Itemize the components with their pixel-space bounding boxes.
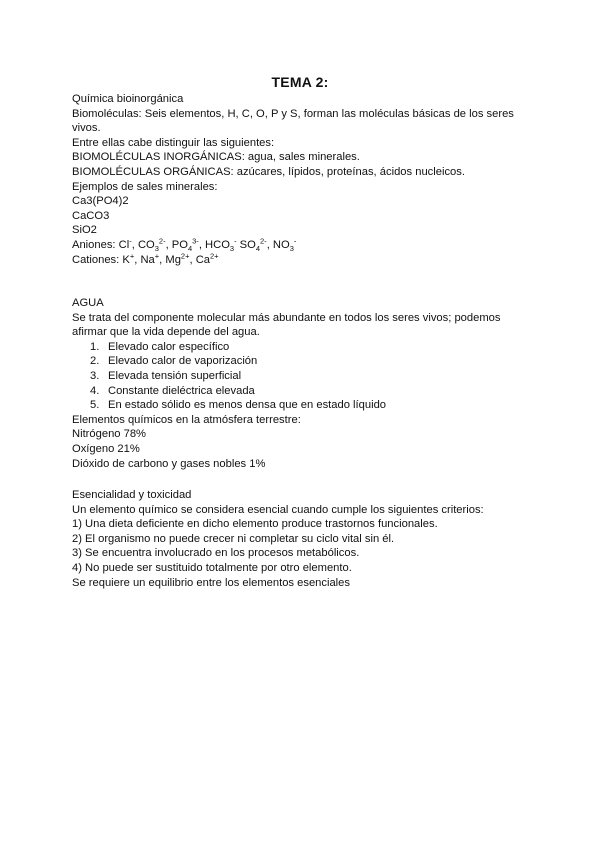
salt-item: CaCO3 (72, 209, 110, 222)
conclusion-line: Se requiere un equilibrio entre los elementos esenciales (72, 576, 350, 589)
cations-line: Cationes: K+, Na+, $Mg^{2+}$, $Ca^{2+}$ (72, 250, 219, 266)
criteria-item: 4) No puede ser sustituido totalmente por otro elemento. (72, 561, 352, 574)
salts-heading: Ejemplos de sales minerales: (72, 180, 218, 193)
page-title: TEMA 2: (271, 74, 329, 90)
organic-line: BIOMOLÉCULAS ORGÁNICAS: azúcares, lípidos, proteínas, ácidos nucleicos. (72, 165, 465, 178)
criteria-item: 3) Se encuentra involucrado en los procesos metabólicos. (72, 547, 360, 560)
agua-paragraph-line: Se trata del componente molecular más abundante en todos los seres vivos; podemos (72, 311, 501, 324)
distinguish-line: Entre ellas cabe distinguir las siguientes: (72, 136, 275, 149)
atmosphere-item: Nitrógeno 78% (72, 428, 147, 441)
atmosphere-heading: Elementos químicos en la atmósfera terrestre: (72, 413, 301, 426)
esencialidad-section (72, 488, 532, 590)
anions-line: Aniones: Cl-, $CO_3^{2-}$, $PO_4^{3-}$, $HCO_3^-$ $SO_4^{2-}$, $NO_3^-$ (72, 236, 297, 254)
criteria-intro: Un elemento químico se considera esencial cuando cumple los siguientes criterios: (72, 503, 484, 516)
list-item: 1. Elevado calor específico (90, 340, 230, 353)
list-item: 5. En estado sólido es menos densa que en estado líquido (90, 399, 387, 412)
section-heading: Química bioinorgánica (72, 93, 184, 105)
list-item: 4. Constante dieléctrica elevada (90, 384, 255, 397)
section-heading: Esencialidad y toxicidad (72, 489, 192, 501)
criteria-item: 2) El organismo no puede crecer ni completar su ciclo vital sin él. (72, 532, 395, 545)
list-item: 2. Elevado calor de vaporización (90, 355, 258, 368)
salt-item: SiO2 (72, 224, 97, 237)
biomolecules-paragraph: Biomoléculas: Seis elementos, H, C, O, P y S, forman las moléculas básicas de los seres vivos. (72, 107, 514, 135)
intro-section (72, 92, 532, 267)
list-item: 3. Elevada tensión superficial (90, 369, 242, 382)
agua-paragraph-line: afirmar que la vida depende del agua. (72, 326, 260, 339)
salt-item: Ca3(PO4)2 (72, 195, 129, 208)
criteria-item: 1) Una dieta deficiente en dicho elemento produce trastornos funcionales. (72, 518, 438, 531)
anions-label: Aniones: (72, 238, 116, 251)
inorganic-line: BIOMOLÉCULAS INORGÁNICAS: agua, sales minerales. (72, 151, 360, 164)
agua-section (72, 296, 532, 471)
atmosphere-item: Oxígeno 21% (72, 442, 140, 455)
section-heading: AGUA (72, 297, 104, 309)
atmosphere-item: Dióxido de carbono y gases nobles 1% (72, 457, 266, 470)
cations-label: Cationes: (72, 253, 120, 266)
